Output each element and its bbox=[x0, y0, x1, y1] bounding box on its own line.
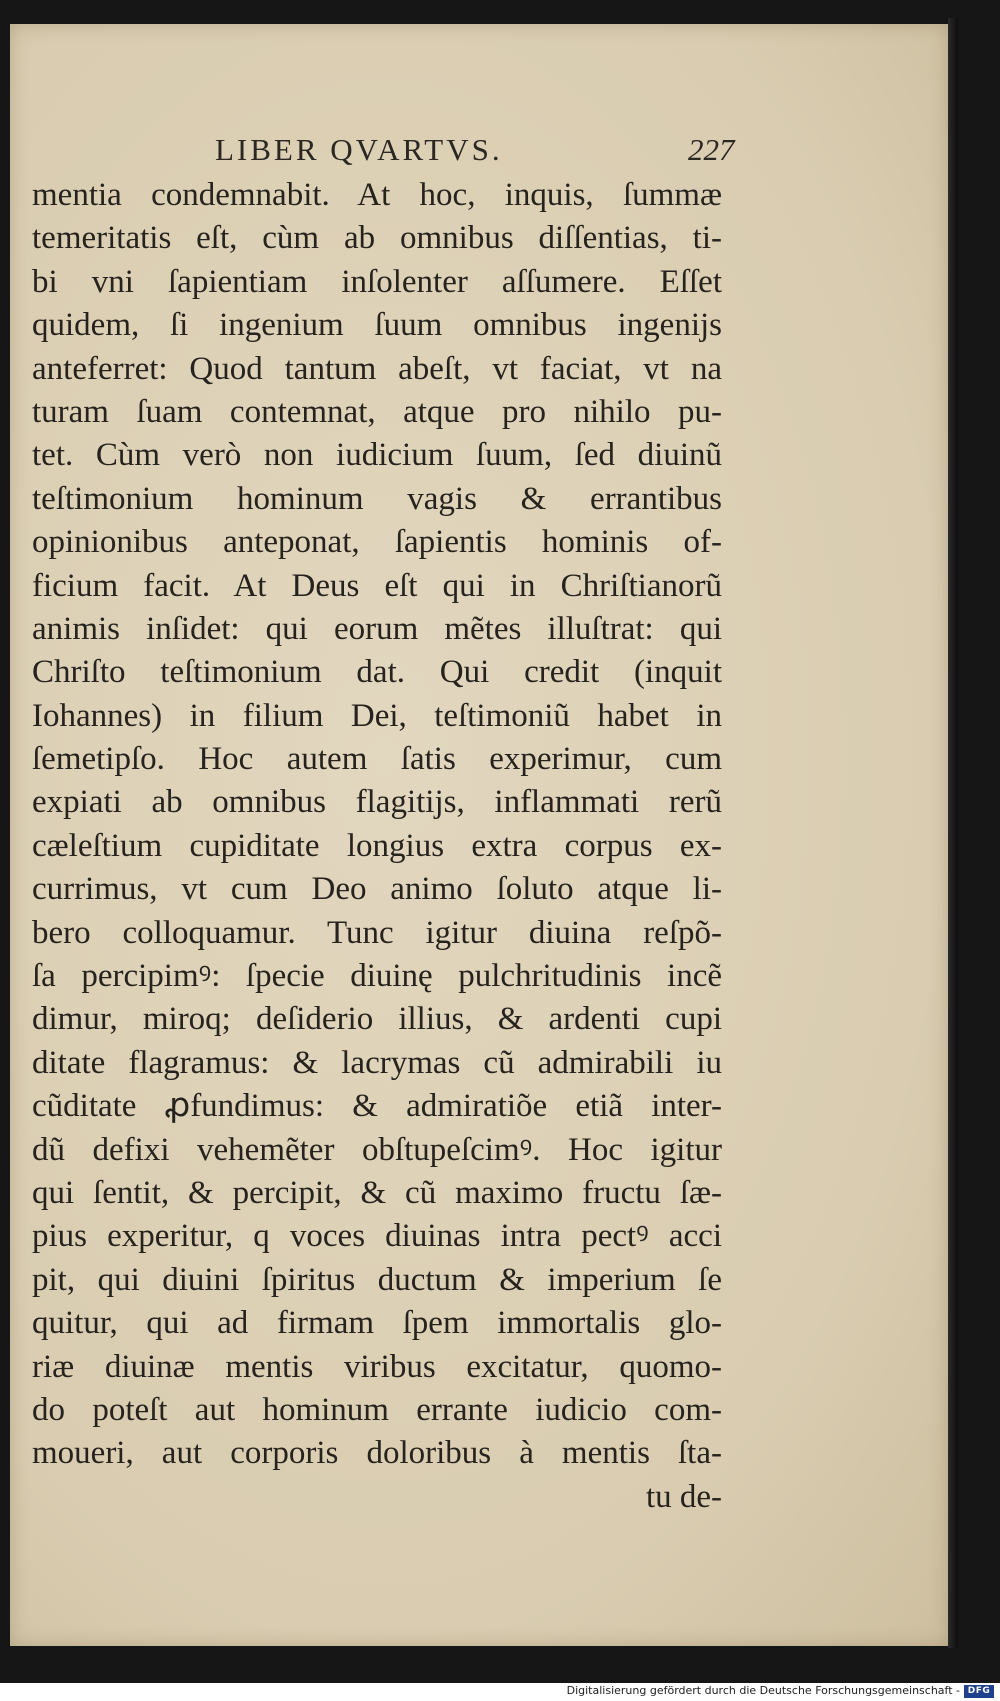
text-line: ſa percipimꝰ: ſpecie diuinę pulchritudinis incẽ bbox=[32, 958, 722, 995]
text-line: teſtimonium hominum vagis & errantibus bbox=[32, 480, 722, 517]
page-number: 227 bbox=[688, 132, 735, 167]
text-line: expiati ab omnibus flagitijs, inflammati rerũ bbox=[32, 784, 722, 821]
funding-credit: Digitalisierung gefördert durch die Deutsche Forschungsgemeinschaft - bbox=[566, 1684, 960, 1697]
text-line: mentia condemnabit. At hoc, inquis, ſummæ bbox=[32, 177, 722, 213]
text-line: anteferret: Quod tantum abeſt, vt faciat, vt na bbox=[32, 350, 722, 387]
text-line: animis inſidet: qui eorum mẽtes illuſtrat: qui bbox=[32, 610, 722, 647]
text-line: bi vni ſapientiam inſolenter aſſumere. Eſſet bbox=[32, 263, 722, 300]
text-line: pit, qui diuini ſpiritus ductum & imperium ſe bbox=[32, 1261, 722, 1298]
text-line: cæleſtium cupiditate longius extra corpus ex- bbox=[32, 827, 722, 864]
text-line: qui ſentit, & percipit, & cũ maximo fructu ſæ- bbox=[32, 1174, 722, 1211]
text-line: moueri, aut corporis doloribus à mentis ſta- bbox=[32, 1435, 722, 1472]
text-line: pius experitur, q voces diuinas intra pectꝰ acci bbox=[32, 1218, 722, 1255]
binding-gutter bbox=[948, 18, 958, 1648]
text-line: do poteſt aut hominum errante iudicio com- bbox=[32, 1391, 722, 1428]
book-page bbox=[10, 24, 948, 1646]
catchword: tu de- bbox=[645, 1478, 722, 1515]
text-line: Iohannes) in filium Dei, teſtimoniũ habet in bbox=[32, 697, 722, 734]
text-line: temeritatis eſt, cùm ab omnibus diſſentias, ti- bbox=[32, 220, 722, 257]
text-line: riæ diuinæ mentis viribus excitatur, quomo- bbox=[32, 1348, 722, 1385]
text-line: Chriſto teſtimonium dat. Qui credit (inquit bbox=[32, 654, 722, 691]
text-line: quitur, qui ad firmam ſpem immortalis glo- bbox=[32, 1305, 722, 1342]
footer-bar bbox=[0, 1683, 1000, 1701]
running-title: LIBER QVARTVS. bbox=[215, 132, 503, 167]
text-line: turam ſuam contemnat, atque pro nihilo pu- bbox=[32, 393, 722, 430]
text-line: ſemetipſo. Hoc autem ſatis experimur, cum bbox=[32, 741, 722, 778]
text-line: ficium facit. At Deus eſt qui in Chriſtianorũ bbox=[32, 567, 722, 604]
dfg-logo: DFG bbox=[964, 1685, 994, 1698]
text-line: dimur, miroq; deſiderio illius, & ardenti cupi bbox=[32, 1001, 722, 1038]
text-line: bero colloquamur. Tunc igitur diuina reſpõ- bbox=[32, 914, 722, 951]
text-line: tet. Cùm verò non iudicium ſuum, ſed diuinũ bbox=[32, 437, 722, 474]
running-head bbox=[10, 132, 948, 172]
text-block bbox=[32, 174, 722, 1519]
text-line: cũditate ꝓfundimus: & admiratiõe etiã inter- bbox=[32, 1088, 722, 1125]
text-line: currimus, vt cum Deo animo ſoluto atque li- bbox=[32, 871, 722, 908]
text-line: ditate flagramus: & lacrymas cũ admirabili iu bbox=[32, 1044, 722, 1081]
text-line: quidem, ſi ingenium ſuum omnibus ingenijs bbox=[32, 307, 722, 344]
text-line: opinionibus anteponat, ſapientis hominis of- bbox=[32, 524, 722, 561]
text-line: dũ defixi vehemẽter obſtupeſcimꝰ. Hoc igitur bbox=[32, 1131, 722, 1168]
